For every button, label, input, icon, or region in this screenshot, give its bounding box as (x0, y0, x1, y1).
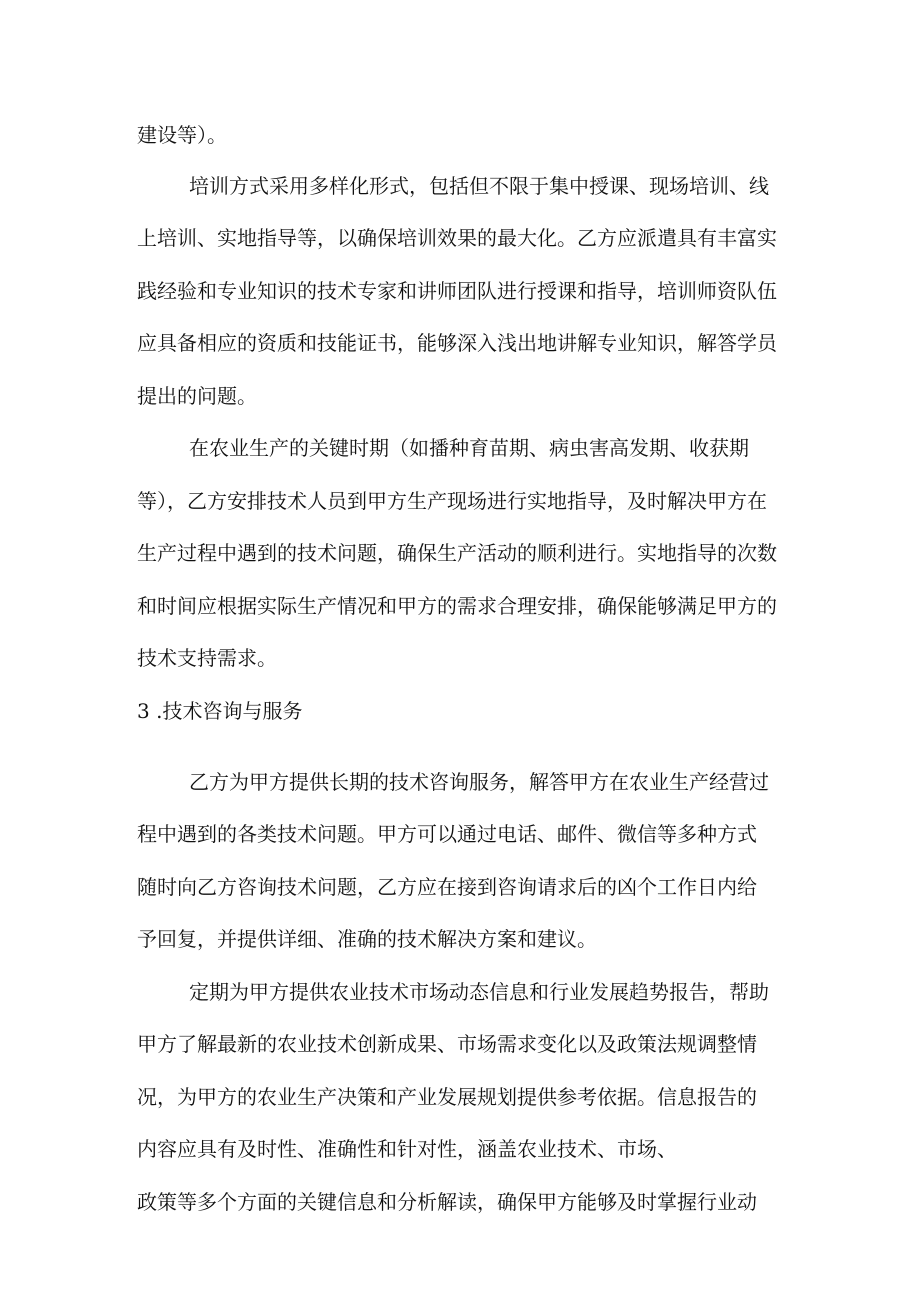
text-line-13: 乙方为甲方提供长期的技术咨询服务，解答甲方在农业生产经营过 (189, 770, 769, 794)
text-line-3: 上培训、实地指导等，以确保培训效果的最大化。乙方应派遣具有丰富实 (137, 226, 777, 250)
text-line-21: 政策等多个方面的关键信息和分析解读，确保甲方能够及时掌握行业动 (137, 1190, 757, 1214)
text-line-17: 定期为甲方提供农业技术市场动态信息和行业发展趋势报告，帮助 (189, 980, 769, 1004)
text-line-4: 践经验和专业知识的技术专家和讲师团队进行授课和指导，培训师资队伍 (137, 279, 777, 303)
text-line-6: 提出的问题。 (137, 384, 257, 408)
text-line-19: 况，为甲方的农业生产决策和产业发展规划提供参考依据。信息报告的 (137, 1085, 757, 1109)
text-line-8: 等），乙方安排技术人员到甲方生产现场进行实地指导，及时解决甲方在 (137, 489, 767, 513)
text-line-18: 甲方了解最新的农业技术创新成果、市场需求变化以及政策法规调整情 (137, 1032, 757, 1056)
text-line-11: 技术支持需求。 (137, 646, 277, 670)
text-line-15: 随时向乙方咨询技术问题，乙方应在接到咨询请求后的凶个工作日内给 (137, 875, 757, 899)
text-line-5: 应具备相应的资质和技能证书，能够深入浅出地讲解专业知识，解答学员 (137, 331, 777, 355)
section-heading: 3 .技术咨询与服务 (137, 699, 303, 723)
text-line-1: 建设等）。 (137, 123, 227, 147)
text-line-7: 在农业生产的关键时期（如播种育苗期、病虫害高发期、收获期 (189, 436, 749, 460)
text-line-16: 予回复，并提供详细、准确的技术解决方案和建议。 (137, 927, 597, 951)
text-line-10: 和时间应根据实际生产情况和甲方的需求合理安排，确保能够满足甲方的 (137, 594, 777, 618)
text-line-20: 内容应具有及时性、准确性和针对性，涵盖农业技术、市场、 (137, 1137, 677, 1161)
text-line-9: 生产过程中遇到的技术问题，确保生产活动的顺利进行。实地指导的次数 (137, 541, 777, 565)
text-line-14: 程中遇到的各类技术问题。甲方可以通过电话、邮件、微信等多种方式 (137, 822, 757, 846)
text-line-2: 培训方式采用多样化形式，包括但不限于集中授课、现场培训、线 (189, 174, 769, 198)
